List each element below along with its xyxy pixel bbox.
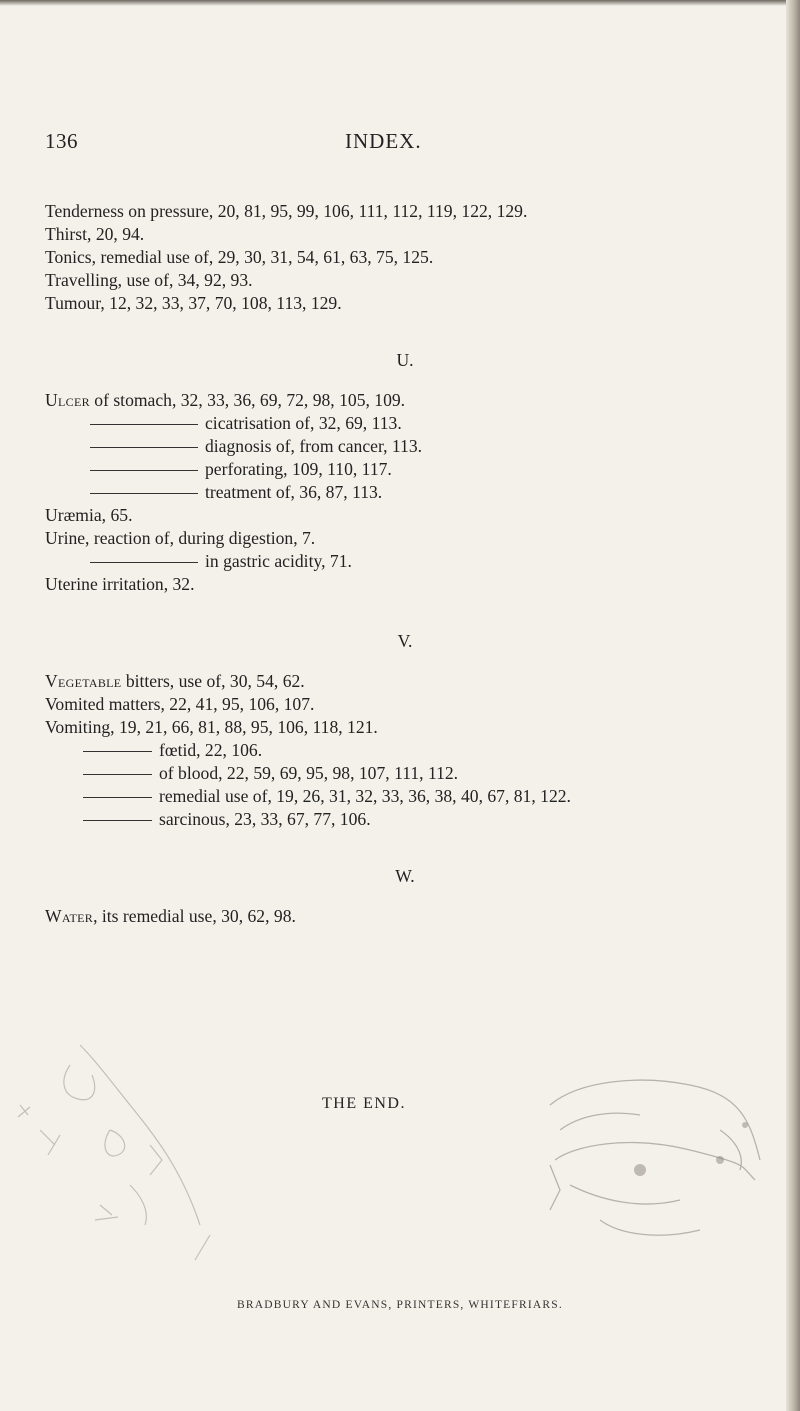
ditto-rule — [83, 820, 152, 821]
bleed-through-stamp-left — [0, 1035, 330, 1265]
subentry-text: sarcinous, 23, 33, 67, 77, 106. — [159, 809, 371, 829]
index-subentry — [45, 435, 765, 458]
ditto-rule — [90, 447, 198, 448]
page-header — [0, 125, 800, 165]
subentry-text: perforating, 109, 110, 117. — [205, 459, 392, 479]
index-entry-tenderness: Tenderness on pressure, 20, 81, 95, 99, 106, 111, 112, 119, 122, 129. — [45, 201, 528, 221]
index-entry-travelling: Travelling, use of, 34, 92, 93. — [45, 270, 253, 290]
subentry-text: diagnosis of, from cancer, 113. — [205, 436, 423, 456]
index-entry-vomiting: Vomiting, 19, 21, 66, 81, 88, 95, 106, 118, 121. — [45, 717, 378, 737]
index-entry-uraemia: Uræmia, 65. — [45, 505, 133, 525]
index-entry-tonics: Tonics, remedial use of, 29, 30, 31, 54, 61, 63, 75, 125. — [45, 247, 434, 267]
index-subentry — [45, 785, 765, 808]
running-head: INDEX. — [345, 129, 422, 153]
index-entry-thirst: Thirst, 20, 94. — [45, 224, 145, 244]
subentry-text: cicatrisation of, 32, 69, 113. — [205, 413, 402, 433]
printer-imprint: BRADBURY AND EVANS, PRINTERS, WHITEFRIARS. — [237, 1299, 563, 1311]
entry-rest: bitters, use of, 30, 54, 62. — [121, 671, 305, 691]
section-letter-u: U. — [396, 350, 414, 370]
entry-head: Water — [45, 906, 94, 926]
index-entry-vomited: Vomited matters, 22, 41, 95, 106, 107. — [45, 694, 315, 714]
entry-rest: , its remedial use, 30, 62, 98. — [93, 906, 296, 926]
subentry-text: of blood, 22, 59, 69, 95, 98, 107, 111, 112. — [159, 763, 459, 783]
page-edge-shadow — [786, 0, 800, 1411]
index-subentry — [45, 808, 765, 831]
index-entry-uterine: Uterine irritation, 32. — [45, 574, 195, 594]
subentry-text: in gastric acidity, 71. — [205, 551, 352, 571]
subentry-text: remedial use of, 19, 26, 31, 32, 33, 36, 38, 40, 67, 81, 122. — [159, 786, 571, 806]
page-number: 136 — [45, 129, 78, 153]
ditto-rule — [90, 562, 198, 563]
index-entry-tumour: Tumour, 12, 32, 33, 37, 70, 108, 113, 129. — [45, 293, 342, 313]
index-subentry — [45, 762, 765, 785]
entry-head: Ulcer — [45, 390, 90, 410]
subentry-text: treatment of, 36, 87, 113. — [205, 482, 383, 502]
index-entry-ulcer — [45, 389, 765, 412]
top-page-shadow — [0, 0, 800, 6]
bleed-through-stamp-right — [520, 1070, 770, 1260]
index-subentry — [45, 739, 765, 762]
section-letter-v: V. — [397, 631, 413, 651]
ditto-rule — [83, 797, 152, 798]
ditto-rule — [90, 493, 198, 494]
the-end-label: THE END. — [322, 1095, 406, 1112]
index-entry-vegetable — [45, 670, 765, 693]
subentry-text: fœtid, 22, 106. — [159, 740, 263, 760]
index-body — [45, 200, 765, 928]
entry-rest: of stomach, 32, 33, 36, 69, 72, 98, 105, 109. — [89, 390, 406, 410]
ditto-rule — [90, 470, 198, 471]
ditto-rule — [83, 774, 152, 775]
ditto-rule — [90, 424, 198, 425]
index-entry-urine: Urine, reaction of, during digestion, 7. — [45, 528, 316, 548]
entry-head: Vegetable — [45, 671, 122, 691]
index-subentry — [45, 458, 765, 481]
section-letter-w: W. — [395, 866, 415, 886]
index-subentry — [45, 481, 765, 504]
index-entry-water — [45, 905, 765, 928]
ditto-rule — [83, 751, 152, 752]
index-subentry — [45, 412, 765, 435]
index-subentry — [45, 550, 765, 573]
